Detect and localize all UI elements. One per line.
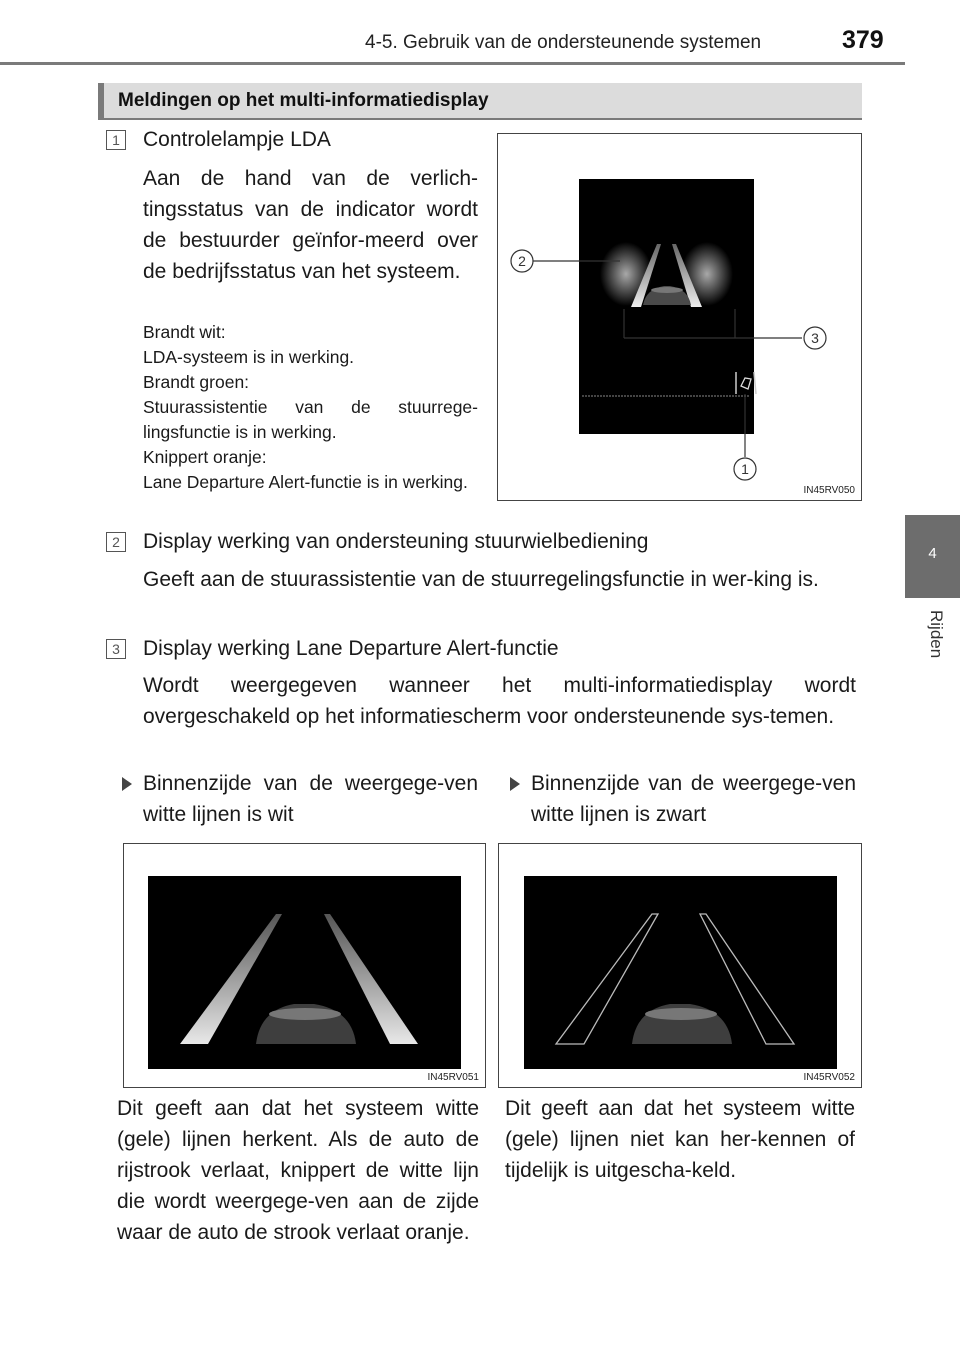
chapter-tab bbox=[905, 515, 960, 598]
figure-code: IN45RV050 bbox=[803, 485, 855, 496]
callout-1: 1 bbox=[741, 461, 749, 477]
detail-line: Lane Departure Alert-functie is in werking. bbox=[143, 472, 468, 492]
right-case-heading: Binnenzijde van de weergege-ven witte lijnen is zwart bbox=[531, 772, 856, 826]
left-case-heading: Binnenzijde van de weergege-ven witte lijnen is wit bbox=[143, 772, 478, 826]
detail-line: Stuurassistentie van de stuurrege-lingsfunctie is in werking. bbox=[143, 397, 478, 442]
item-title-1: Controlelampje LDA bbox=[143, 128, 331, 151]
callout-2: 2 bbox=[518, 253, 526, 269]
detail-line: LDA-systeem is in werking. bbox=[143, 347, 355, 367]
callout-3: 3 bbox=[811, 330, 819, 346]
item-number-2: 2 bbox=[106, 532, 126, 552]
item-title-3: Display werking Lane Departure Alert-functie bbox=[143, 637, 559, 660]
left-case-caption: Dit geeft aan dat het systeem witte (gele) lijnen herkent. Als de auto de rijstrook verlaat, knippert de witte lijn die wordt weergege-ven aan de zijde waar de auto de strook verlaat oranje. bbox=[117, 1097, 479, 1244]
running-header: 4-5. Gebruik van de ondersteunende systemen bbox=[365, 32, 762, 53]
black-lines-illustration bbox=[499, 844, 863, 1089]
white-lines-illustration bbox=[124, 844, 487, 1089]
figure-lines-white bbox=[123, 843, 486, 1088]
page-number: 379 bbox=[842, 26, 884, 54]
detail-line: Knippert oranje: bbox=[143, 447, 267, 467]
section-heading bbox=[98, 83, 862, 120]
item-body-2: Geeft aan de stuurassistentie van de stuurregelingsfunctie in wer-king is. bbox=[143, 568, 819, 591]
chapter-number: 4 bbox=[928, 545, 937, 562]
arrow-bullet-icon bbox=[122, 777, 132, 791]
item-body-3: Wordt weergegeven wanneer het multi-informatiedisplay wordt overgeschakeld op het informatiescherm voor ondersteunende sys-temen. bbox=[143, 674, 856, 728]
item-body-1: Aan de hand van de verlich-tingsstatus van de indicator wordt de bestuurder geïnfor-meerd over de bedrijfsstatus van het systeem. bbox=[143, 167, 478, 283]
item-details-1 bbox=[143, 320, 478, 495]
detail-line: Brandt wit: bbox=[143, 322, 226, 342]
item-number-1: 1 bbox=[106, 130, 126, 150]
detail-line: Brandt groen: bbox=[143, 372, 250, 392]
chapter-label: Rijden bbox=[927, 610, 946, 659]
right-case-caption: Dit geeft aan dat het systeem witte (gele) lijnen niet kan her-kennen of tijdelijk is uitgescha-keld. bbox=[505, 1097, 855, 1182]
item-number-3: 3 bbox=[106, 639, 126, 659]
figure-code: IN45RV052 bbox=[803, 1072, 855, 1083]
arrow-bullet-icon bbox=[510, 777, 520, 791]
item-title-2: Display werking van ondersteuning stuurwielbediening bbox=[143, 530, 649, 553]
figure-code: IN45RV051 bbox=[427, 1072, 479, 1083]
figure-lda-display bbox=[497, 133, 862, 501]
header-divider bbox=[0, 62, 905, 65]
lda-display-illustration bbox=[498, 134, 863, 502]
section-title: Meldingen op het multi-informatiedisplay bbox=[118, 90, 489, 111]
figure-lines-black bbox=[498, 843, 862, 1088]
